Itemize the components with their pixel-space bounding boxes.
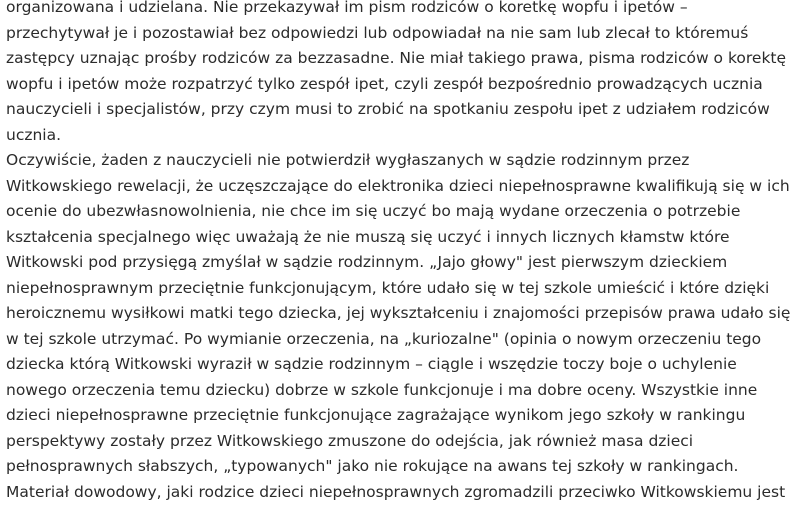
text-line: nowego orzeczenia temu dziecku) dobrze w szkole funkcjonuje i ma dobre oceny. Wszystkie inne (0, 378, 803, 404)
text-line: Materiał dowodowy, jaki rodzice dzieci niepełnosprawnych zgromadzili przeciwko Witkowskiemu jest (0, 480, 803, 505)
text-line: organizowana i udzielana. Nie przekazywał im pism rodziców o koretkę wopfu i ipetów – (0, 0, 803, 21)
text-line: w tej szkole utrzymać. Po wymianie orzeczenia, na „kuriozalne" (opinia o nowym orzeczeniu tego (0, 327, 803, 353)
text-line: niepełnosprawnym przeciętnie funkcjonującym, które udało się w tej szkole umieścić i które dzięki (0, 276, 803, 302)
text-line: heroicznemu wysiłkowi matki tego dziecka, jej wykształceniu i znajomości przepisów prawa udało się (0, 301, 803, 327)
text-line: perspektywy zostały przez Witkowskiego zmuszone do odejścia, jak również masa dzieci (0, 429, 803, 455)
text-line: ucznia. (0, 123, 803, 149)
text-line: Oczywiście, żaden z nauczycieli nie potwierdził wygłaszanych w sądzie rodzinnym przez (0, 148, 803, 174)
text-line: kształcenia specjalnego więc uważają że nie muszą się uczyć i innych licznych kłamstw które (0, 225, 803, 251)
text-line: Witkowskiego rewelacji, że uczęszczające do elektronika dzieci niepełnosprawne kwalifikują się w ich (0, 174, 803, 200)
text-line: wopfu i ipetów może rozpatrzyć tylko zespół ipet, czyli zespół bezpośrednio prowadzących ucznia (0, 72, 803, 98)
text-line: nauczycieli i specjalistów, przy czym musi to zrobić na spotkaniu zespołu ipet z udziałem rodziców (0, 97, 803, 123)
text-line: pełnosprawnych słabszych, „typowanych" jako nie rokujące na awans tej szkoły w rankingach. (0, 454, 803, 480)
text-line: przechytywał je i pozostawiał bez odpowiedzi lub odpowiadał na nie sam lub zlecał to któremuś (0, 21, 803, 47)
text-line: Witkowski pod przysięgą zmyślał w sądzie rodzinnym. „Jajo głowy" jest pierwszym dzieckiem (0, 250, 803, 276)
text-line: dziecka którą Witkowski wyraził w sądzie rodzinnym – ciągle i wszędzie toczy boje o uchylenie (0, 352, 803, 378)
text-line: ocenie do ubezwłasnowolnienia, nie chce im się uczyć bo mają wydane orzeczenia o potrzebie (0, 199, 803, 225)
text-line: zastępcy uznając prośby rodziców za bezzasadne. Nie miał takiego prawa, pisma rodziców o korektę (0, 46, 803, 72)
text-line: dzieci niepełnosprawne przeciętnie funkcjonujące zagrażające wynikom jego szkoły w rankingu (0, 403, 803, 429)
